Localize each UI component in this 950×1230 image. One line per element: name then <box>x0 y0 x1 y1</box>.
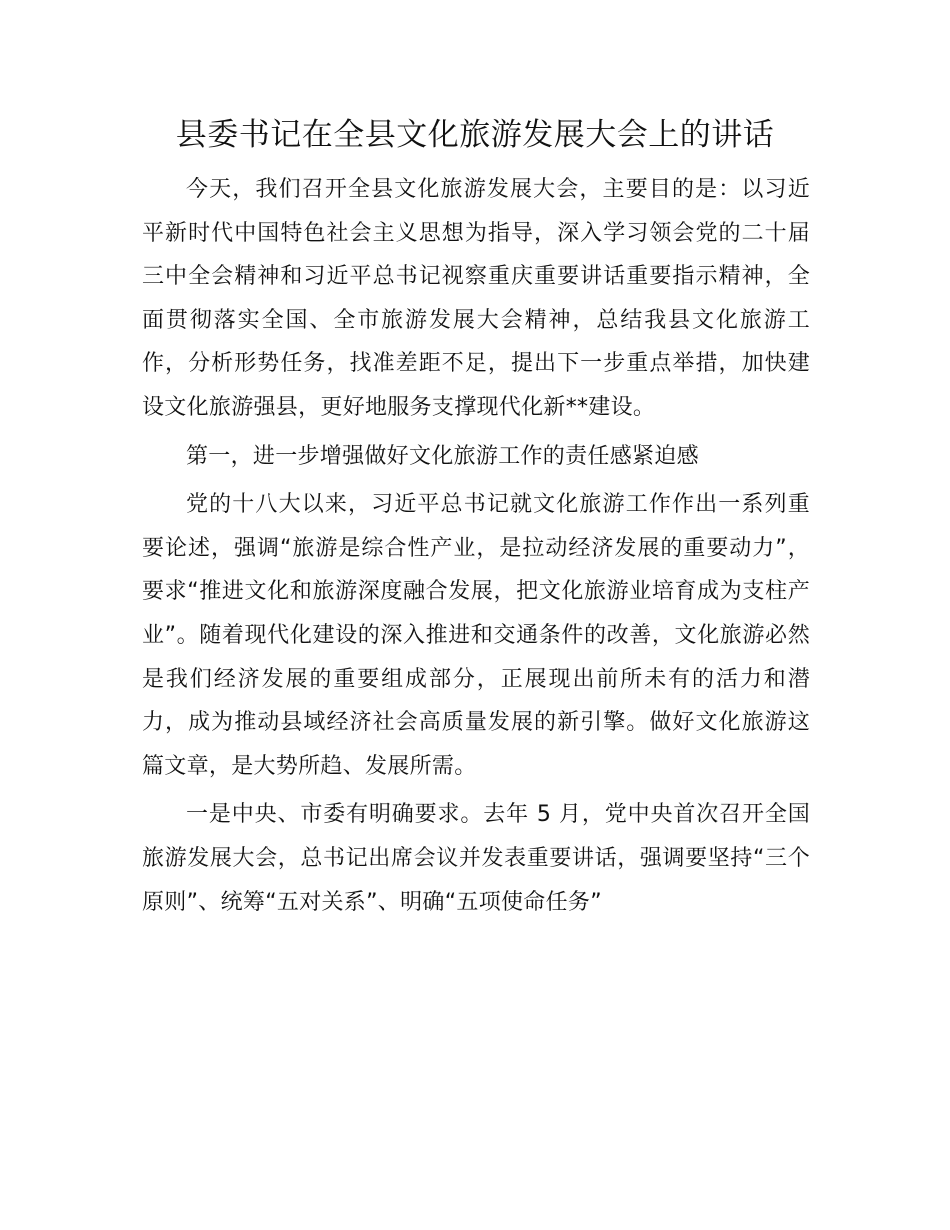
section-heading-first: 第一，进一步增强做好文化旅游工作的责任感紧迫感 <box>186 443 699 469</box>
document-body <box>142 168 810 924</box>
document-title: 县委书记在全县文化旅游发展大会上的讲话 <box>175 117 775 153</box>
paragraph-background: 党的十八大以来，习近平总书记就文化旅游工作作出一系列重要论述，强调“旅游是综合性产业，是拉动经济发展的重要动力”，要求“推进文化和旅游深度融合发展，把文化旅游业培育成为支柱产业”。随着现代化建设的深入推进和交通条件的改善，文化旅游必然是我们经济发展的重要组成部分，正展现出前所未有的活力和潜力，成为推动县域经济社会高质量发展的新引擎。做好文化旅游这篇文章，是大势所趋、发展所需。 <box>142 492 810 779</box>
paragraph-intro: 今天，我们召开全县文化旅游发展大会，主要目的是：以习近平新时代中国特色社会主义思想为指导，深入学习领会党的二十届三中全会精神和习近平总书记视察重庆重要讲话重要指示精神，全面贯彻落实全国、全市旅游发展大会精神，总结我县文化旅游工作，分析形势任务，找准差距不足，提出下一步重点举措，加快建设文化旅游强县，更好地服务支撑现代化新**建设。 <box>142 177 810 420</box>
paragraph-point-one: 一是中央、市委有明确要求。去年 5 月，党中央首次召开全国旅游发展大会，总书记出席会议并发表重要讲话，强调要坚持“三个原则”、统筹“五对关系”、明确“五项使命任务” <box>142 802 810 915</box>
